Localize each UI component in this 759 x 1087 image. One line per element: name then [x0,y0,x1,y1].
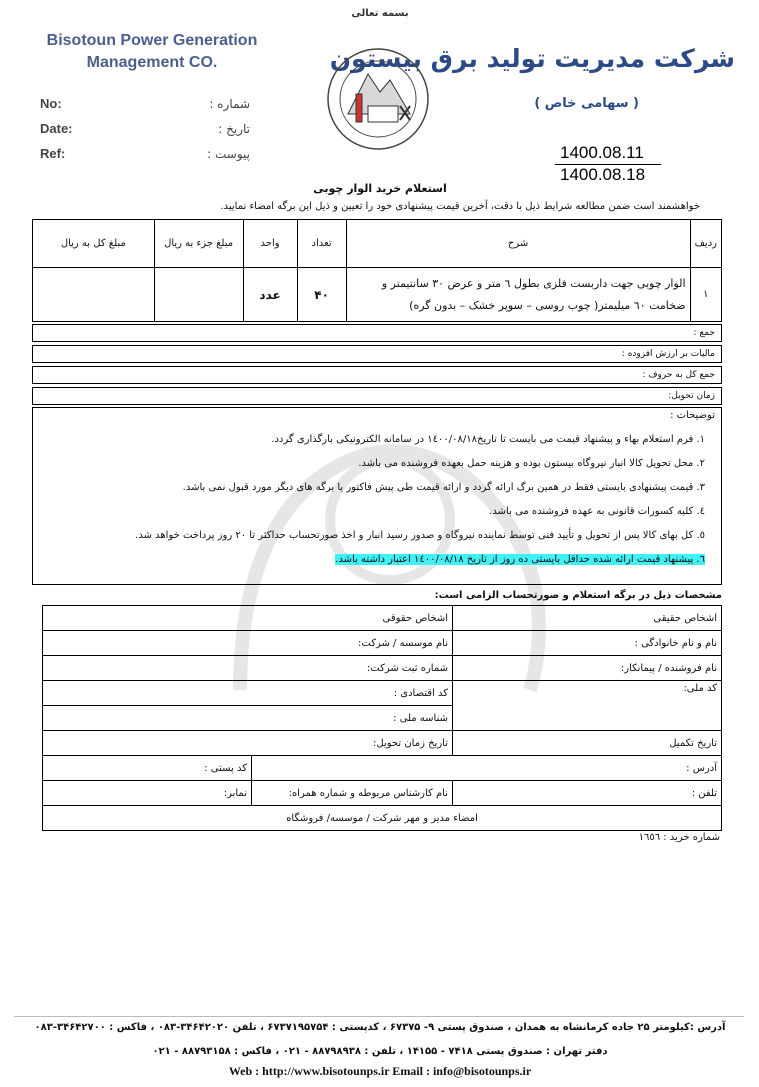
date-label-fa: تاریخ : [218,122,250,136]
row-description [346,268,690,322]
total-words-row[interactable]: جمع کل به حروف : [32,366,722,384]
spec-signature[interactable]: امضاء مدیر و مهر شرکت / موسسه/ فروشگاه [43,806,722,831]
col-header-quantity: تعداد [297,220,346,268]
ref-label-fa: پیوست : [207,147,250,161]
document-intro: خواهشمند است ضمن مطالعه شرایط ذیل با دقت، آخرین قیمت پیشنهادی خود را تعیین و ذیل این برگه امضاء نمایید. [220,201,700,212]
spec-company[interactable]: نام موسسه / شرکت: [43,631,453,656]
row-index: ۱ [690,268,721,322]
table-row [33,268,722,322]
col-header-unit-price: مبلغ جزء به ریال [154,220,243,268]
spec-table [42,605,722,831]
footer-web-email: Web : http://www.bisotounps.ir Email : info@bisotounps.ir [228,1064,532,1078]
note-item: ١. فرم استعلام بهاء و پیشنهاد قیمت می بایست تا تاریخ١٤٠٠/٠٨/١٨ در سامانه الکترونیکی بارگذاری گردد. [271,434,705,445]
spec-delivery-date[interactable]: تاریخ زمان تحویل: [43,731,453,756]
spec-reg-no[interactable]: شماره ثبت شرکت: [43,656,453,681]
date-divider [555,164,661,165]
company-name-en [22,30,282,74]
note-item: ٤. کلیه کسورات قانونی به عهده فروشنده می باشد. [489,506,705,517]
spec-expert[interactable]: نام کارشناس مربوطه و شماره همراه: [252,781,453,806]
spec-economic-code[interactable]: کد اقتصادی : [43,681,453,706]
company-name-en-line2: Management CO. [86,54,218,71]
notes-title: توضیحات : [670,410,715,421]
company-type: ( سهامی خاص ) [534,96,639,111]
row-description-line2: ضخامت ٦٠ میلیمتر( چوب روسی – سوپر خشک – بدون گره) [409,298,686,312]
footer-tehran-office: دفتر تهران : صندوق پستی ۷۴۱۸ - ۱۴۱۵۵ ، تلفن : ۸۸۷۹۸۹۳۸ - ۰۲۱ ، فاکس : ۸۸۷۹۳۱۵۸ - ۰۲۱ [152,1046,608,1057]
spec-national-id[interactable]: شناسه ملی : [43,706,453,731]
note-item: ٢. محل تحویل کالا انبار نیروگاه بیستون بوده و هزینه حمل بعهده فروشنده می باشد. [358,458,705,469]
spec-national-code[interactable]: کد ملی: [453,681,722,731]
delivery-time-row[interactable]: زمان تحویل: [32,387,722,405]
vat-row[interactable]: مالیات بر ارزش افزوده : [32,345,722,363]
spec-completion-date[interactable]: تاریخ تکمیل [453,731,722,756]
spec-legal: اشخاص حقوقی [43,606,453,631]
company-name-fa: شرکت مدیریت تولید برق بیستون [329,44,735,73]
letter-date-1: 1400.08.11 [560,143,644,162]
spec-address[interactable]: آدرس : [252,756,722,781]
footer-divider [14,1016,744,1017]
row-total[interactable] [33,268,155,322]
spec-name[interactable]: نام و نام خانوادگی : [453,631,722,656]
date-label-en: Date: [40,121,73,136]
spec-seller[interactable]: نام فروشنده / پیمانکار: [453,656,722,681]
no-label-en: No: [40,96,62,111]
spec-postal-code[interactable]: کد پستی : [43,756,252,781]
col-header-total: مبلغ کل به ریال [33,220,155,268]
items-table [32,219,722,322]
col-header-description: شرح [346,220,690,268]
ref-label-en: Ref: [40,146,66,161]
footer-address: آدرس :کیلومتر ۲۵ جاده کرمانشاه به همدان ، صندوق پستی ۹- ۶۷۳۷۵ ، کدپستی : ۶۷۳۷۱۹۵۷۵۴ ، تلفن ۳۴۶۴۲۰۲۰-۰۸۳ ، فاکس : ۳۴۶۴۲۷۰۰-۰۸۳ [34,1022,726,1033]
row-unit: عدد [243,268,297,322]
company-name-en-line1: Bisotoun Power Generation [46,32,258,49]
row-quantity: ۴۰ [297,268,346,322]
spec-title: مشخصات ذیل در برگه استعلام و صورتحساب الزامی است: [434,590,722,601]
note-item-highlighted: ٦. پیشنهاد قیمت ارائه شده حداقل بایستی ده روز از تاریخ ١٤٠٠/٠٨/١٨ اعتبار داشته باشد. [335,554,705,565]
notes-box [32,407,722,585]
col-header-unit: واحد [243,220,297,268]
bismillah: بسمه تعالی [351,8,409,19]
purchase-number: شماره خرید : ١٦٥٦ [638,832,720,843]
note-item: ٥. کل بهای کالا پس از تحویل و تأیید فنی توسط نماینده نیروگاه و صدور رسید انبار و اخذ صورتحساب حداکثر تا ٢٠ روز پرداخت خواهد شد. [135,530,705,541]
spec-fax[interactable]: نمابر: [43,781,252,806]
note-item: ٣. قیمت پیشنهادی بایستی فقط در همین برگ ارائه گردد و ارائه قیمت طی پیش فاکتور یا برگه های دیگر مورد قبول نمی باشد. [182,482,705,493]
letter-date-2: 1400.08.18 [560,165,646,184]
no-label-fa: شماره : [209,97,250,111]
sum-row[interactable]: جمع : [32,324,722,342]
spec-natural: اشخاص حقیقی [453,606,722,631]
row-description-line1: الوار چوبی جهت داربست فلزی بطول ٦ متر و عرض ٣٠ سانتیمتر و [381,276,686,290]
row-unit-price[interactable] [154,268,243,322]
col-header-index: ردیف [690,220,721,268]
company-logo [318,44,438,154]
spec-phone[interactable]: تلفن : [453,781,722,806]
document-title: استعلام خرید الوار چوبی [313,182,447,195]
